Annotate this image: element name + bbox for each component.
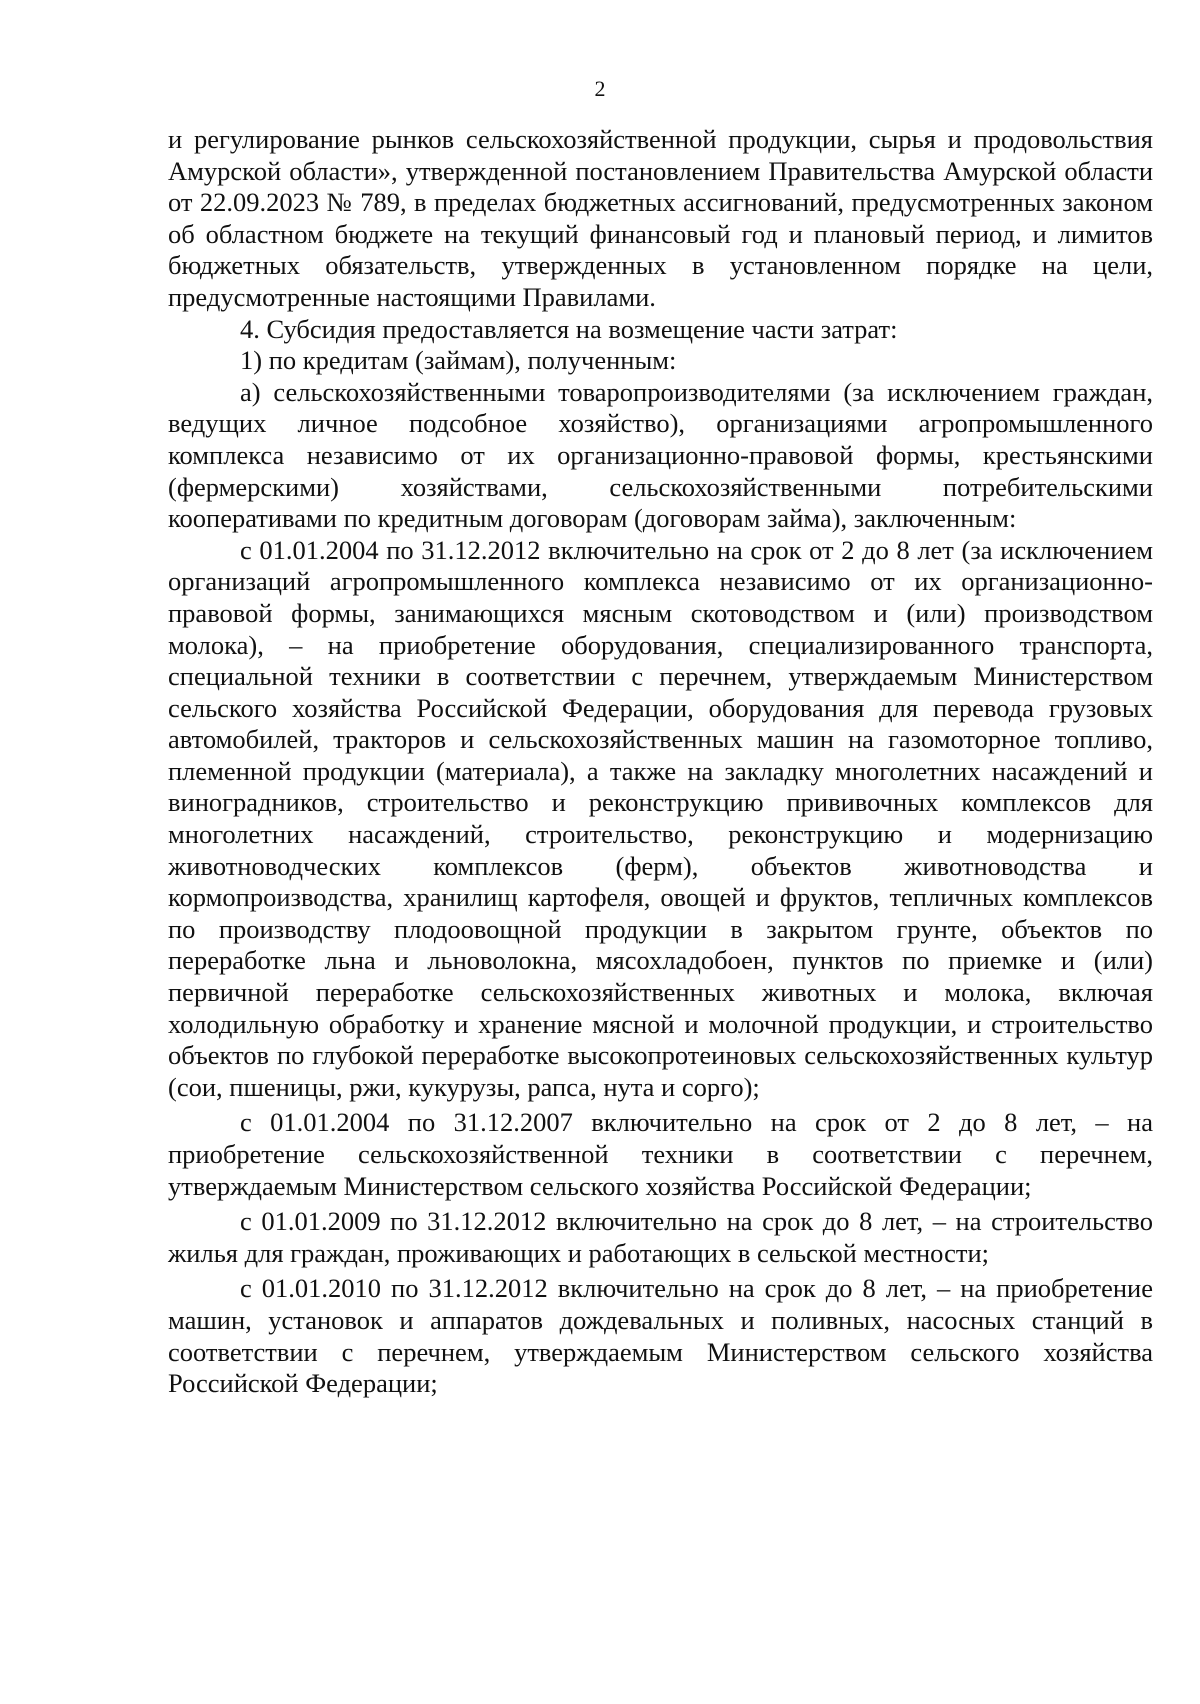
page-number: 2 — [594, 76, 606, 101]
paragraph-period-2010-2012: с 01.01.2010 по 31.12.2012 включительно на срок до 8 лет, – на приобретение машин, установок и аппаратов дождевальных и поливных, насосных станций в соответствии с перечнем, утверждаемым Министерством сельского хозяйства Российской Федерации; — [168, 1273, 1153, 1399]
paragraph-period-2004-2007: с 01.01.2004 по 31.12.2007 включительно на срок от 2 до 8 лет, – на приобретение сельскохозяйственной техники в соответствии с перечнем, утверждаемым Министерством сельского хозяйства Российской Федерации; — [168, 1107, 1153, 1201]
paragraph-period-2009-2012: с 01.01.2009 по 31.12.2012 включительно на срок до 8 лет, – на строительство жилья для граждан, проживающих и работающих в сельской местности; — [168, 1206, 1153, 1268]
paragraph-clause-4: 4. Субсидия предоставляется на возмещение части затрат: — [240, 313, 898, 344]
paragraph-period-2004-2012: с 01.01.2004 по 31.12.2012 включительно на срок от 2 до 8 лет (за исключением организаций агропромышленного комплекса независимо от их организационно-правовой формы, занимающихся мясным скотоводством и (или) производством молока), – на приобретение оборудования, специализированного транспорта, специальной техники в соответствии с перечнем, утверждаемым Министерством сельского хозяйства Российской Федерации, оборудования для перевода грузовых автомобилей, тракторов и сельскохозяйственных машин на газомоторное топливо, племенной продукции (материала), а также на закладку многолетних насаждений и виноградников, строительство и реконструкцию прививочных комплексов для многолетних насаждений, строительство, реконструкцию и модернизацию животноводческих комплексов (ферм), объектов животноводства и кормопроизводства, хранилищ картофеля, овощей и фруктов, тепличных комплексов по производству плодоовощной продукции в закрытом грунте, объектов по переработке льна и льноволокна, мясохладобоен, пунктов по приемке и (или) первичной переработке сельскохозяйственных животных и молока, включая холодильную обработку и хранение мясной и молочной продукции, и строительство объектов по глубокой переработке высокопротеиновых сельскохозяйственных культур (сои, пшеницы, ржи, кукурузы, рапса, нута и сорго); — [168, 534, 1153, 1102]
document-body — [168, 124, 1153, 1400]
paragraph-item-a: а) сельскохозяйственными товаропроизводителями (за исключением граждан, ведущих личное подсобное хозяйство), организациями агропромышленного комплекса независимо от их организационно-правовой формы, крестьянскими (фермерскими) хозяйствами, сельскохозяйственными потребительскими кооперативами по кредитным договорам (договорам займа), заключенным: — [168, 376, 1153, 534]
paragraph-continuation: и регулирование рынков сельскохозяйственной продукции, сырья и продовольствия Амурской области», утвержденной постановлением Правительства Амурской области от 22.09.2023 № 789, в пределах бюджетных ассигнований, предусмотренных законом об областном бюджете на текущий финансовый год и плановый период, и лимитов бюджетных обязательств, утвержденных в установленном порядке на цели, предусмотренные настоящими Правилами. — [168, 124, 1153, 312]
paragraph-subclause-1: 1) по кредитам (займам), полученным: — [240, 345, 677, 376]
